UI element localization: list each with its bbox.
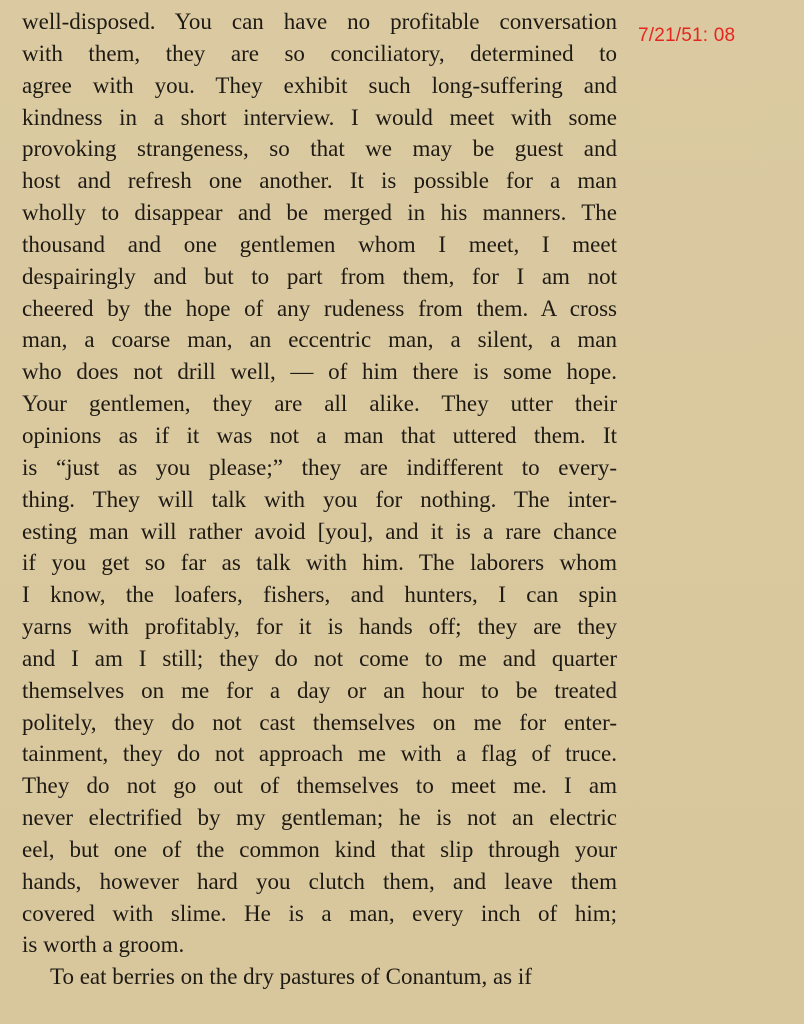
text-line-6: host and refresh one another. It is possible for a man: [22, 168, 617, 194]
journal-text: [22, 6, 617, 993]
text-line-22: themselves on me for a day or an hour to be treated: [22, 677, 617, 703]
text-line-2: with them, they are so conciliatory, determined to: [22, 40, 617, 66]
text-line-14: opinions as if it was not a man that uttered them. It: [22, 422, 617, 448]
text-line-23: politely, they do not cast themselves on me for enter-: [22, 709, 617, 735]
text-line-11: man, a coarse man, an eccentric man, a silent, a man: [22, 327, 617, 353]
text-line-24: tainment, they do not approach me with a flag of truce.: [22, 741, 617, 767]
text-line-21: and I am I still; they do not come to me and quarter: [22, 645, 617, 671]
text-line-5: provoking strangeness, so that we may be guest and: [22, 136, 617, 162]
text-line-19: I know, the loafers, fishers, and hunters, I can spin: [22, 582, 617, 608]
text-line-27: eel, but one of the common kind that slip through your: [22, 836, 617, 862]
text-line-20: yarns with profitably, for it is hands off; they are they: [22, 614, 617, 640]
text-line-25: They do not go out of themselves to meet me. I am: [22, 773, 617, 799]
paragraph-start-line: To eat berries on the dry pastures of Conantum, as if: [50, 964, 532, 990]
text-line-12: who does not drill well, — of him there is some hope.: [22, 359, 617, 385]
text-line-15: is “just as you please;” they are indifferent to every-: [22, 454, 617, 480]
text-line-26: never electrified by my gentleman; he is not an electric: [22, 805, 617, 831]
text-line-8: thousand and one gentlemen whom I meet, I meet: [22, 231, 617, 257]
text-line-3: agree with you. They exhibit such long-suffering and: [22, 72, 617, 98]
text-line-1: well-disposed. You can have no profitable conversation: [22, 9, 617, 34]
paragraph-end-line: is worth a groom.: [22, 932, 185, 958]
text-line-28: hands, however hard you clutch them, and leave them: [22, 868, 617, 894]
text-line-17: esting man will rather avoid [you], and it is a rare chance: [22, 518, 617, 544]
text-line-9: despairingly and but to part from them, for I am not: [22, 263, 617, 289]
text-line-16: thing. They will talk with you for nothing. The inter-: [22, 486, 617, 512]
text-line-7: wholly to disappear and be merged in his manners. The: [22, 200, 617, 226]
text-line-13: Your gentlemen, they are all alike. They utter their: [22, 391, 617, 417]
text-line-18: if you get so far as talk with him. The laborers whom: [22, 550, 617, 576]
text-line-29: covered with slime. He is a man, every inch of him;: [22, 900, 617, 926]
date-stamp-annotation: 7/21/51: 08: [638, 25, 736, 46]
text-line-10: cheered by the hope of any rudeness from them. A cross: [22, 295, 617, 321]
text-line-4: kindness in a short interview. I would meet with some: [22, 104, 617, 130]
